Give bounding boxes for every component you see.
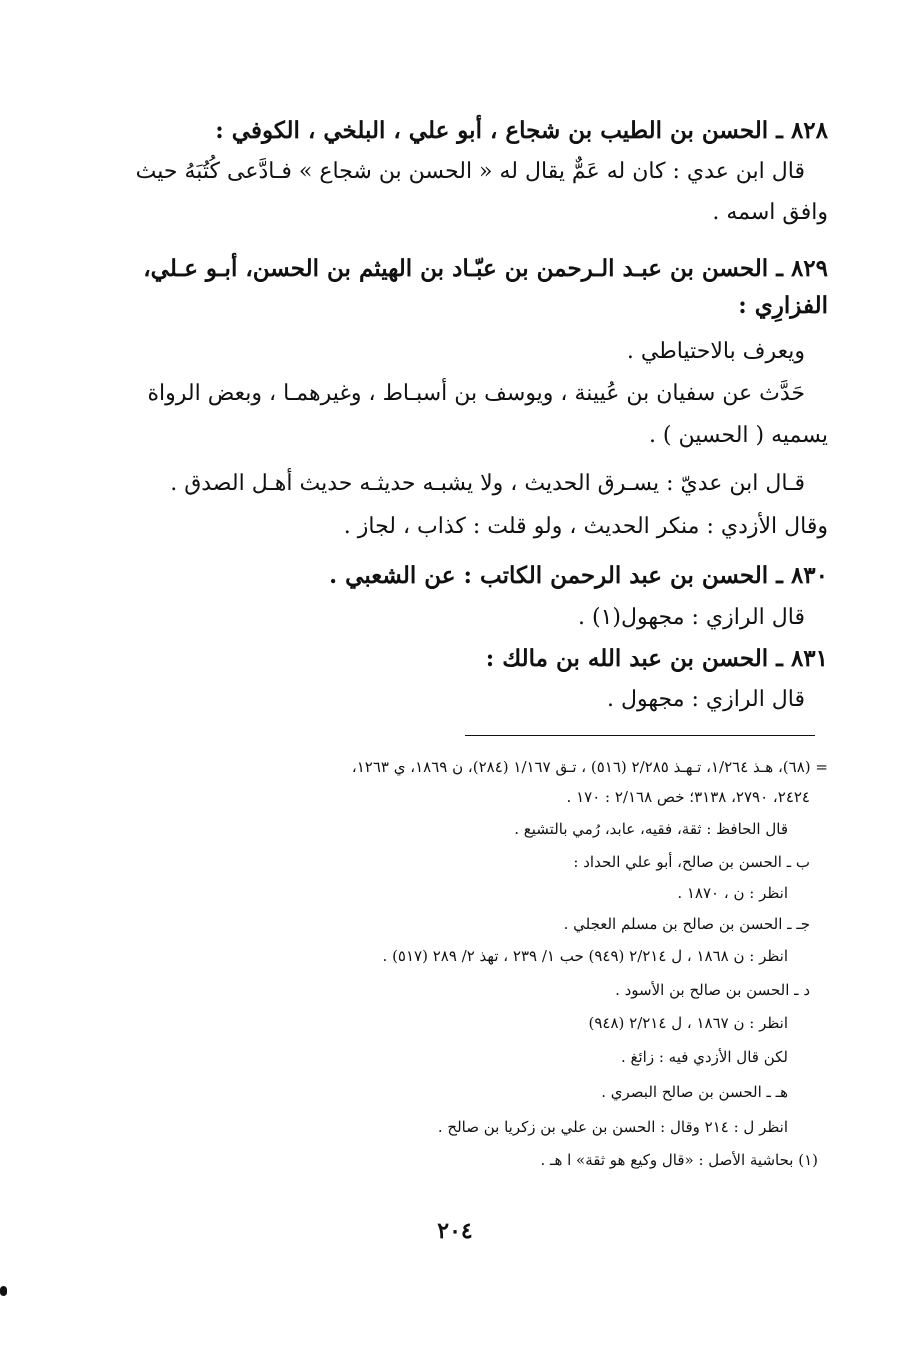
footnote-line-6: جـ ـ الحسن بن صالح بن مسلم العجلي . xyxy=(563,915,810,933)
entry-830-text-1: قال الرازي : مجهول(١) . xyxy=(578,605,805,630)
entry-828-text-2: وافق اسمه . xyxy=(712,200,828,225)
entry-828-text-1: قال ابن عدي : كان له عَمٌّ يقال له « الحسن بن شجاع » فـادَّعى كُتُبَهُ حيث xyxy=(135,159,805,184)
footnote-line-4: ب ـ الحسن بن صالح، أبو علي الحداد : xyxy=(573,853,810,871)
entry-828-heading: ٨٢٨ ـ الحسن بن الطيب بن شجاع ، أبو علي ، البلخي ، الكوفي : xyxy=(215,117,828,144)
entry-829-text-4: قـال ابن عديّ : يسـرق الحديث ، ولا يشبـه حديثـه حديث أهـل الصدق . xyxy=(170,471,805,496)
entry-829-heading-1: ٨٢٩ ـ الحسن بن عبـد الـرحمن بن عبّـاد بن الهيثم بن الحسن، أبـو عـلي، xyxy=(143,255,828,282)
entry-829-heading-2: الفزارِي : xyxy=(738,292,828,319)
entry-829-text-2: حَدَّث عن سفيان بن عُيينة ، ويوسف بن أسبـاط ، وغيرهمـا ، وبعض الرواة xyxy=(147,381,805,406)
scan-mark xyxy=(0,1286,7,1296)
footnote-line-13: (١) بحاشية الأصل : «قال وكيع هو ثقة» ا هـ . xyxy=(540,1151,818,1169)
entry-830-heading: ٨٣٠ ـ الحسن بن عبد الرحمن الكاتب : عن الشعبي . xyxy=(329,562,828,589)
entry-829-text-1: ويعرف بالاحتياطي . xyxy=(626,339,805,364)
footnote-line-12: انظر ل : ٢١٤ وقال : الحسن بن علي بن زكريا بن صالح . xyxy=(437,1118,788,1136)
footnote-line-7: انظر : ن ١٨٦٨ ، ل ٢/٢١٤ (٩٤٩) حب ١/ ٢٣٩ ، تهذ ٢/ ٢٨٩ (٥١٧) . xyxy=(382,947,788,965)
footnote-line-8: د ـ الحسن بن صالح بن الأسود . xyxy=(615,981,810,999)
footnote-line-1: = (٦٨)، هـذ ١/٢٦٤، تـهـذ ٢/٢٨٥ (٥١٦) ، تـق ١/١٦٧ (٢٨٤)، ن ١٨٦٩، ي ١٢٦٣، xyxy=(351,758,828,776)
footnote-line-10: لكن قال الأزدي فيه : زائغ . xyxy=(620,1048,788,1066)
footnote-line-9: انظر : ن ١٨٦٧ ، ل ٢/٢١٤ (٩٤٨) xyxy=(588,1014,788,1032)
footnote-line-5: انظر : ن ، ١٨٧٠ . xyxy=(677,884,788,902)
footnote-line-11: هـ ـ الحسن بن صالح البصري . xyxy=(601,1083,788,1101)
entry-829-text-3: يسميه ( الحسين ) . xyxy=(648,423,828,448)
footnote-line-3: قال الحافظ : ثقة، فقيه، عابد، رُمي بالتشيع . xyxy=(514,820,788,838)
page-number: ٢٠٤ xyxy=(437,1218,473,1244)
entry-831-heading: ٨٣١ ـ الحسن بن عبد الله بن مالك : xyxy=(485,645,828,672)
footnote-separator xyxy=(465,735,815,736)
footnote-line-2: ٢٤٢٤، ٢٧٩٠، ٣١٣٨؛ خص ٢/١٦٨ : ١٧٠ . xyxy=(566,788,810,806)
entry-829-text-5: وقال الأزدي : منكر الحديث ، ولو قلت : كذاب ، لجاز . xyxy=(343,514,828,539)
entry-831-text-1: قال الرازي : مجهول . xyxy=(607,687,805,712)
